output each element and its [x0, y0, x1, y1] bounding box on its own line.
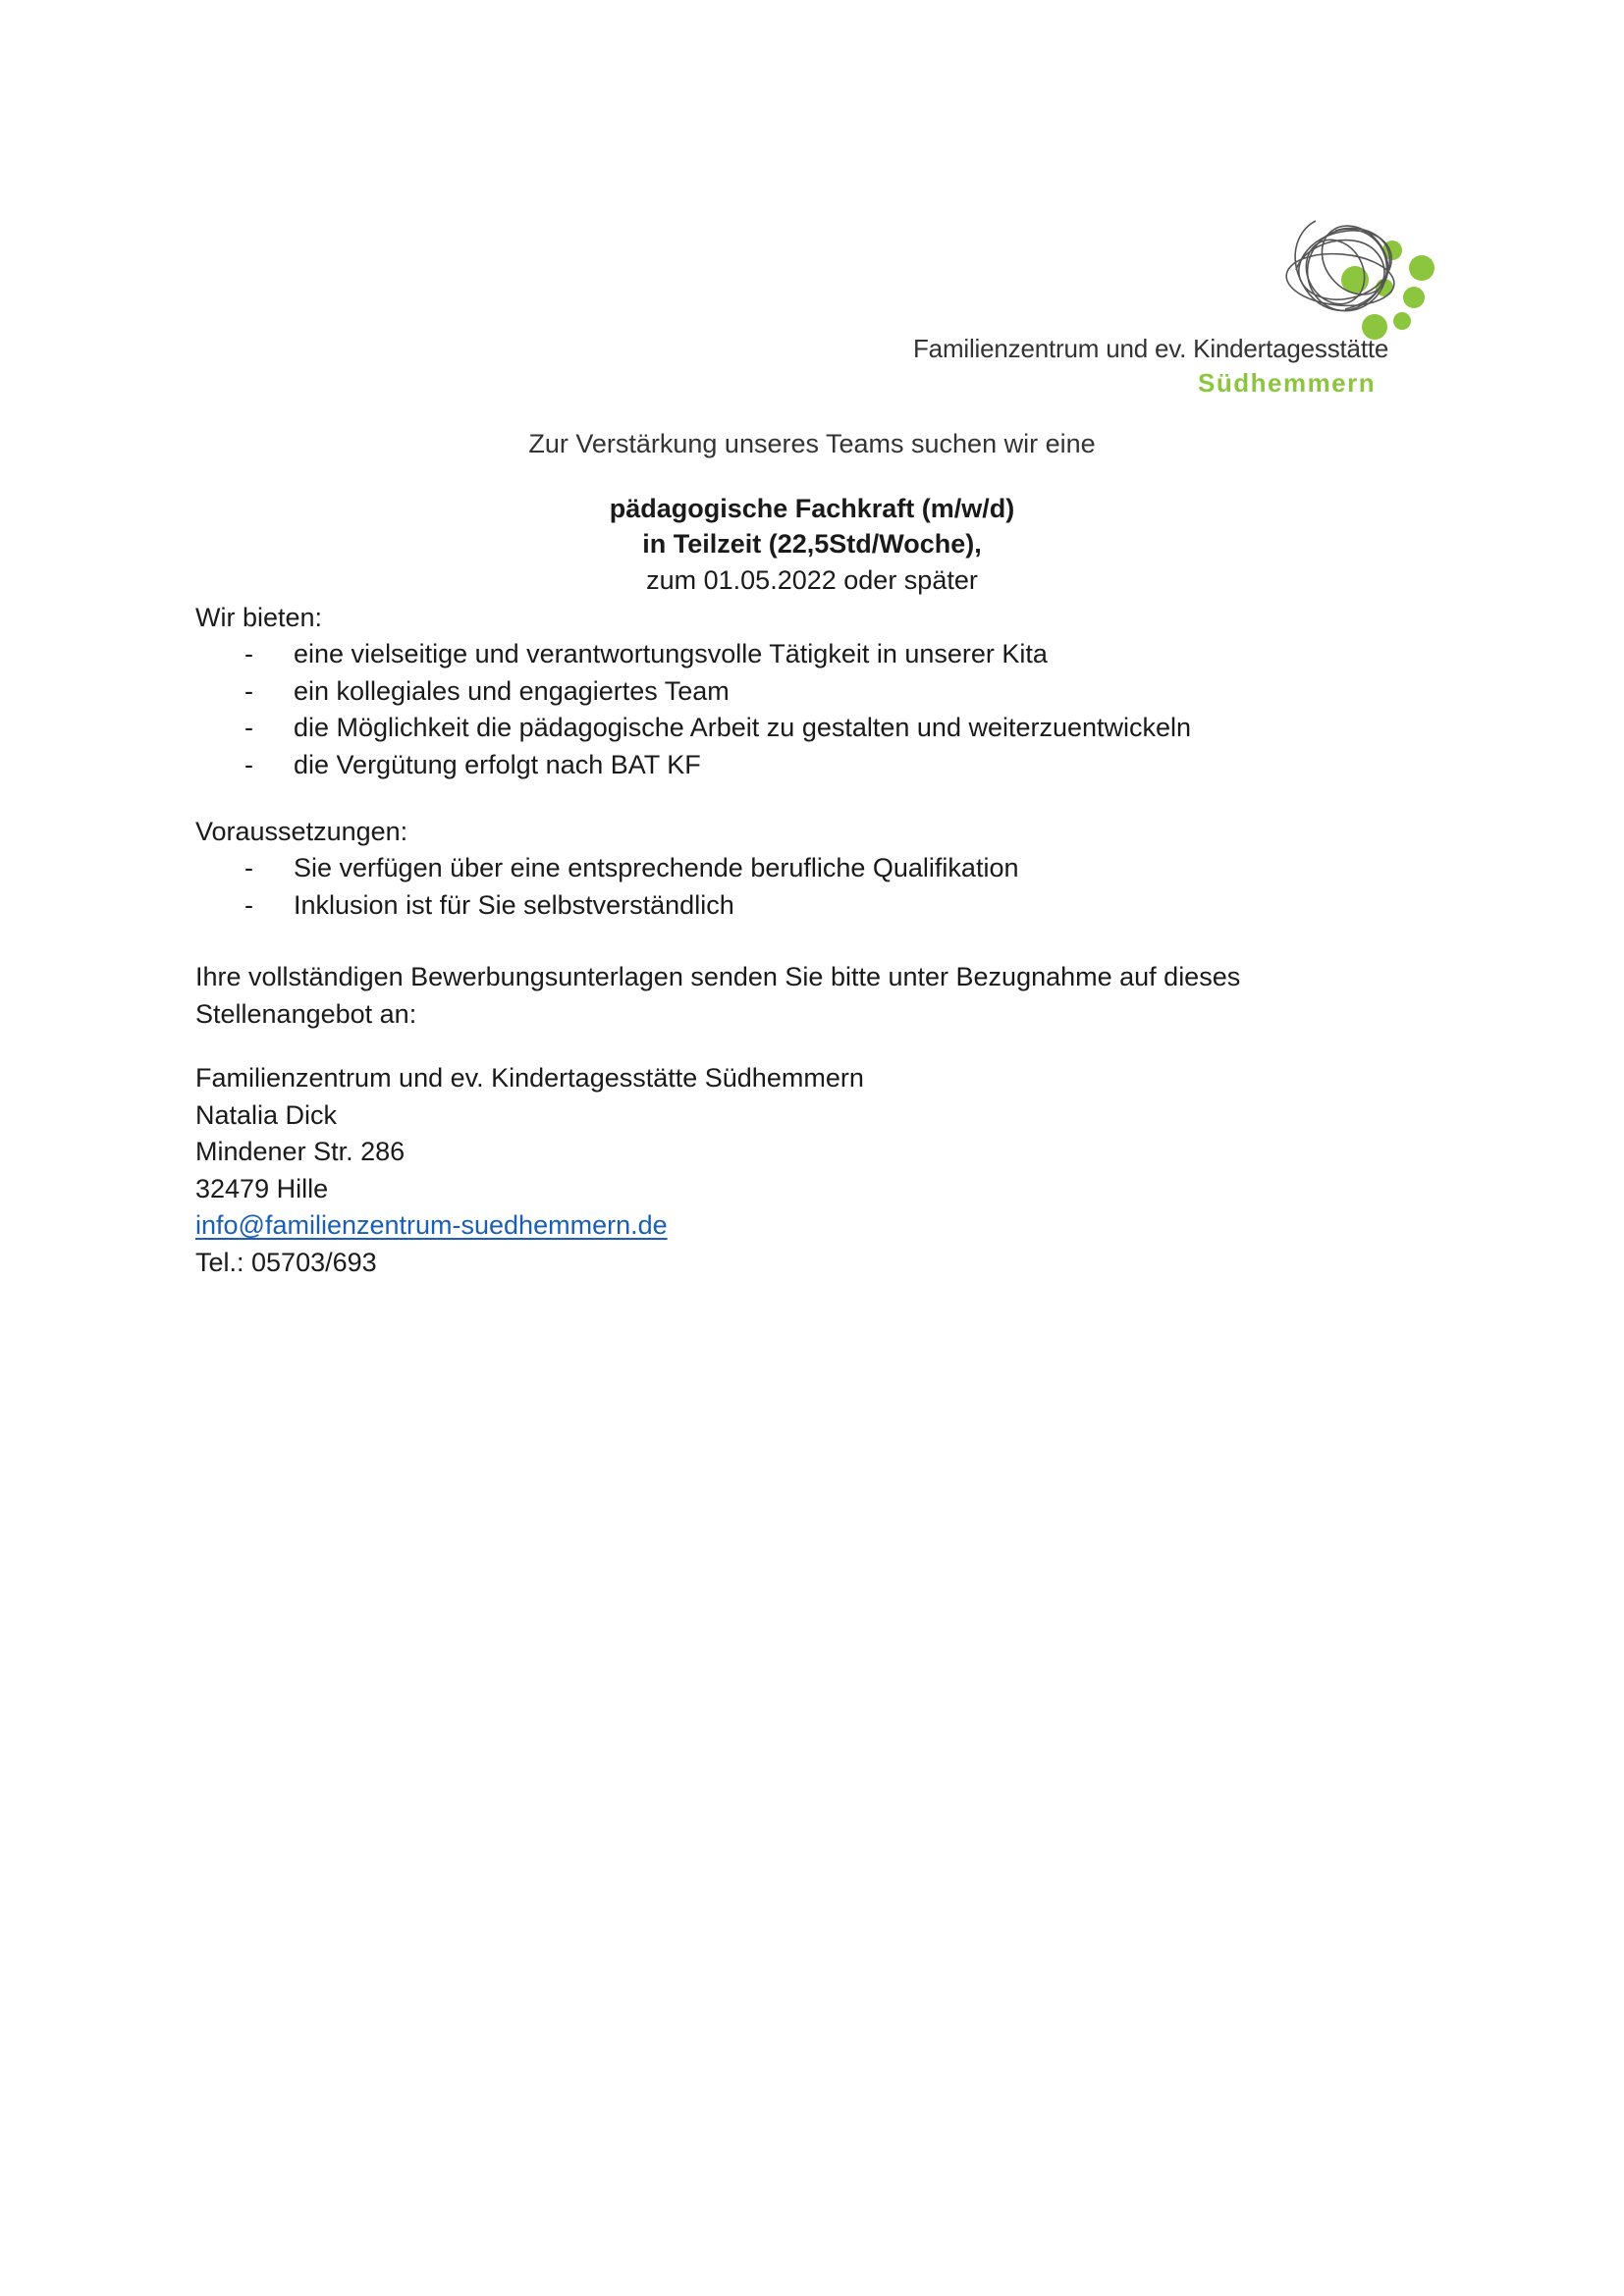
bullet-dash: - — [244, 675, 253, 706]
offer-list — [195, 636, 1191, 783]
bullet-dash: - — [244, 853, 253, 882]
contact-address — [195, 1060, 864, 1281]
contact-organization: Familienzentrum und ev. Kindertagesstätte Südhemmern — [195, 1063, 864, 1093]
organization-logo — [913, 211, 1443, 398]
bullet-dash: - — [244, 713, 253, 742]
list-item: - ein kollegiales und engagiertes Team — [195, 673, 1191, 711]
contact-street: Mindener Str. 286 — [195, 1137, 406, 1166]
contact-phone: Tel.: 05703/693 — [195, 1247, 377, 1277]
logo-location-name: Südhemmern — [1198, 368, 1377, 398]
job-hours: in Teilzeit (22,5Std/Woche), — [642, 529, 982, 559]
start-date: zum 01.05.2022 oder später — [646, 565, 978, 595]
contact-city: 32479 Hille — [195, 1173, 329, 1203]
list-item: - eine vielseitige und verantwortungsvolle Tätigkeit in unserer Kita — [195, 636, 1191, 673]
bullet-dash: - — [244, 749, 253, 779]
list-item: - die Möglichkeit die pädagogische Arbeit zu gestalten und weiterzuentwickeln — [195, 710, 1191, 747]
bullet-dash: - — [244, 889, 253, 920]
contact-person: Natalia Dick — [195, 1099, 338, 1130]
list-item: - die Vergütung erfolgt nach BAT KF — [195, 747, 1191, 784]
bullet-dash: - — [244, 639, 253, 668]
requirements-list — [195, 850, 1018, 924]
contact-email-link[interactable]: info@familienzentrum-suedhemmern.de — [195, 1210, 668, 1240]
list-item: - Inklusion ist für Sie selbstverständlich — [195, 887, 1018, 925]
intro-text: Zur Verstärkung unseres Teams suchen wir eine — [528, 429, 1096, 458]
logo-organization-name: Familienzentrum und ev. Kindertagesstätte — [913, 334, 1389, 363]
application-instructions: Ihre vollständigen Bewerbungsunterlagen senden Sie bitte unter Bezugnahme auf dieses Stellenangebot an: — [195, 962, 1241, 1029]
requirements-heading: Voraussetzungen: — [195, 817, 408, 846]
list-item: - Sie verfügen über eine entsprechende berufliche Qualifikation — [195, 850, 1018, 887]
offer-heading: Wir bieten: — [195, 603, 323, 632]
job-title: pädagogische Fachkraft (m/w/d) — [609, 494, 1015, 523]
